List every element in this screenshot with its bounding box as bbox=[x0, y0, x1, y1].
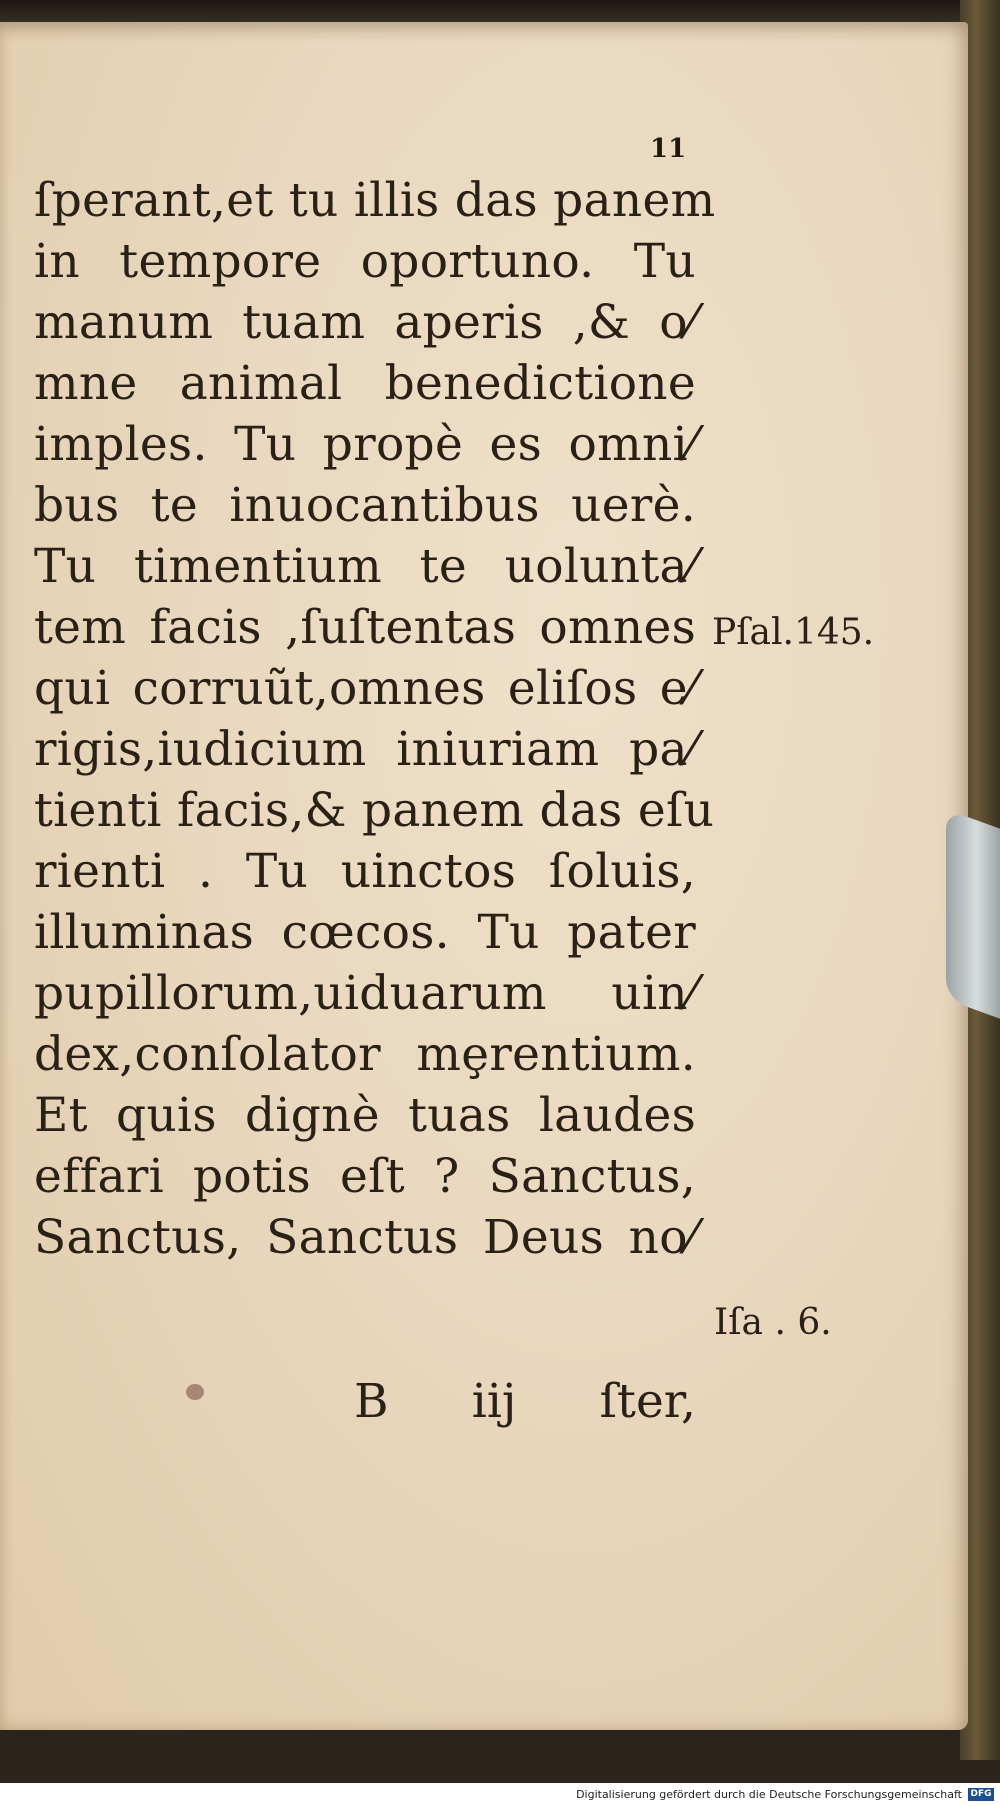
signature-mark: B bbox=[354, 1374, 389, 1429]
footer-bar bbox=[0, 1783, 1000, 1805]
page-number: 11 bbox=[650, 134, 687, 164]
page-clip bbox=[946, 809, 1000, 1021]
text-line: tem facis ,ſuſtentas omnes bbox=[34, 600, 696, 655]
catchword: ſter, bbox=[599, 1374, 696, 1429]
text-line: effari potis eſt ? Sanctus, bbox=[34, 1149, 696, 1204]
text-line: Sanctus, Sanctus Deus no⁄ bbox=[34, 1210, 696, 1265]
body-text bbox=[34, 170, 716, 1268]
book-page bbox=[0, 22, 968, 1730]
ink-spot bbox=[186, 1384, 204, 1400]
text-line: illuminas cœcos. Tu pater bbox=[34, 905, 696, 960]
dfg-logo: DFG bbox=[968, 1788, 994, 1801]
text-line: dex,conſolator mȩrentium. bbox=[34, 1027, 696, 1082]
marginal-note-psalm: Pſal.145. bbox=[712, 612, 875, 653]
footer-credit: Digitalisierung gefördert durch die Deutsche Forschungsgemeinschaft bbox=[576, 1788, 962, 1801]
text-line: Et quis dignè tuas laudes bbox=[34, 1088, 696, 1143]
text-line: imples. Tu propè es omni⁄ bbox=[34, 417, 696, 472]
text-line: Tu timentium te uolunta⁄ bbox=[34, 539, 696, 594]
text-line: mne animal benedictione bbox=[34, 356, 696, 411]
marginal-note-isaiah: Iſa . 6. bbox=[714, 1302, 832, 1343]
text-line: qui corruũt,omnes eliſos e⁄ bbox=[34, 661, 696, 716]
text-line: manum tuam aperis ,& o⁄ bbox=[34, 295, 696, 350]
signature-line bbox=[354, 1374, 696, 1429]
text-line: ſperant,et tu illis das panem bbox=[34, 173, 716, 228]
text-line: rigis,iudicium iniuriam pa⁄ bbox=[34, 722, 696, 777]
text-line: bus te inuocantibus uerè. bbox=[34, 478, 696, 533]
text-line: rienti . Tu uinctos ſoluis, bbox=[34, 844, 696, 899]
text-line: tienti facis,& panem das eſu bbox=[34, 783, 715, 838]
signature-number: iij bbox=[471, 1374, 517, 1429]
text-line: in tempore oportuno. Tu bbox=[34, 234, 696, 289]
text-line: pupillorum,uiduarum uin⁄ bbox=[34, 966, 696, 1021]
